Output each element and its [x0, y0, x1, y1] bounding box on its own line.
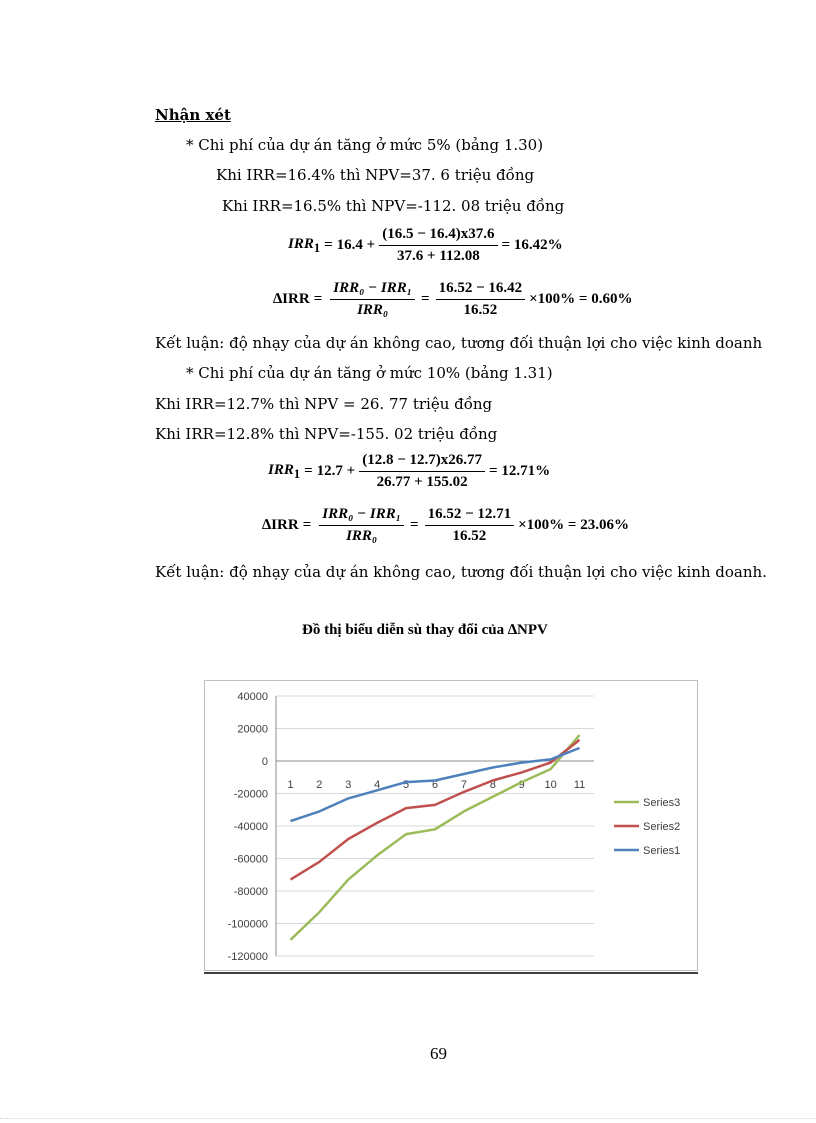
eq-denominator: 16.52: [463, 302, 498, 318]
legend-label: Series3: [643, 797, 681, 809]
eq-fraction-symbolic: [330, 280, 415, 319]
y-tick-label: 20000: [237, 723, 268, 736]
eq-numerator: (12.8 − 12.7)x26.77: [359, 452, 485, 472]
case2-conclusion: Kết luận: độ nhạy của dự án không cao, tương đối thuận lợi cho việc kinh doanh.: [155, 563, 767, 581]
x-tick-label: 3: [345, 779, 352, 791]
eq-equals: =: [410, 517, 419, 533]
eq-equals: =: [304, 463, 313, 479]
eq-lhs: ∆IRR: [273, 291, 310, 307]
case1-delta-irr-equation: [273, 280, 632, 319]
x-tick-label: 11: [573, 779, 586, 791]
eq-equals: =: [421, 291, 430, 307]
eq-fraction-symbolic: [319, 506, 404, 545]
case1-line2: Khi IRR=16.5% thì NPV=-112. 08 triệu đồng: [222, 197, 565, 215]
eq-equals: =: [324, 237, 333, 253]
eq-numerator: IRR₀ − IRR₁: [319, 506, 404, 526]
y-tick-label: -60000: [233, 853, 268, 866]
case1-line1: Khi IRR=16.4% thì NPV=37. 6 triệu đồng: [216, 166, 535, 184]
eq-numerator: 16.52 − 16.42: [436, 280, 526, 300]
case2-line1: Khi IRR=12.7% thì NPV = 26. 77 triệu đồng: [155, 395, 493, 413]
case2-irr1-equation: [268, 452, 550, 491]
eq-denominator: 26.77 + 155.02: [376, 474, 468, 490]
x-tick-label: 9: [518, 779, 525, 791]
case1-bullet: * Chi phí của dự án tăng ở mức 5% (bảng 1.30): [186, 136, 544, 154]
eq-result: = 12.71%: [489, 463, 551, 479]
y-tick-label: -20000: [233, 788, 268, 801]
eq-denominator: IRR₀: [346, 528, 378, 544]
x-tick-label: 5: [403, 779, 410, 791]
eq-fraction: [359, 452, 485, 491]
x-tick-label: 2: [316, 779, 323, 791]
case2-delta-irr-equation: [262, 506, 629, 545]
x-tick-label: 4: [374, 779, 381, 791]
page-bottom-dotted-rule: [0, 1118, 816, 1119]
eq-lhs-sub: 1: [293, 466, 301, 481]
x-tick-label: 10: [544, 779, 557, 791]
eq-term: 12.7 +: [316, 463, 356, 479]
npv-line-chart: [204, 680, 698, 975]
eq-fraction-numeric: [436, 280, 526, 319]
y-tick-label: -100000: [227, 918, 268, 931]
x-tick-label: 6: [431, 779, 439, 791]
eq-result: ×100% = 23.06%: [518, 517, 629, 533]
eq-lhs-sub: 1: [313, 240, 321, 255]
x-tick-label: 7: [460, 779, 467, 791]
y-tick-label: -40000: [233, 821, 268, 833]
eq-numerator: IRR₀ − IRR₁: [330, 280, 415, 300]
eq-numerator: 16.52 − 12.71: [425, 506, 515, 526]
eq-denominator: IRR₀: [357, 302, 389, 318]
section-heading: Nhận xét: [155, 106, 231, 124]
eq-denominator: 16.52: [452, 528, 487, 544]
y-tick-label: -120000: [227, 951, 268, 963]
chart-title: Đồ thị biểu diễn sù thay đổi của ∆NPV: [302, 622, 548, 638]
case1-irr1-equation: [288, 226, 563, 265]
legend-label: Series1: [643, 845, 681, 857]
page-number: 69: [430, 1044, 447, 1063]
eq-result: = 16.42%: [501, 237, 563, 253]
eq-lhs: IRR: [288, 235, 314, 252]
y-tick-label: 40000: [237, 691, 268, 703]
eq-fraction: [379, 226, 497, 265]
eq-equals: =: [302, 517, 312, 533]
eq-lhs: IRR: [268, 461, 294, 478]
eq-lhs: ∆IRR: [262, 517, 299, 533]
x-tick-label: 1: [287, 779, 294, 791]
case2-line2: Khi IRR=12.8% thì NPV=-155. 02 triệu đồng: [155, 425, 498, 443]
case1-conclusion: Kết luận: độ nhạy của dự án không cao, tương đối thuận lợi cho việc kinh doanh: [155, 334, 763, 352]
eq-term: 16.4 +: [336, 237, 376, 253]
eq-result: ×100% = 0.60%: [529, 291, 633, 307]
legend-label: Series2: [643, 821, 681, 833]
y-tick-label: 0: [261, 756, 268, 768]
eq-equals: =: [313, 291, 323, 307]
x-tick-label: 8: [489, 779, 496, 791]
eq-numerator: (16.5 − 16.4)x37.6: [379, 226, 497, 246]
eq-denominator: 37.6 + 112.08: [397, 248, 480, 264]
eq-fraction-numeric: [425, 506, 515, 545]
y-tick-label: -80000: [233, 886, 268, 898]
case2-bullet: * Chi phí của dự án tăng ở mức 10% (bảng 1.31): [186, 364, 553, 382]
